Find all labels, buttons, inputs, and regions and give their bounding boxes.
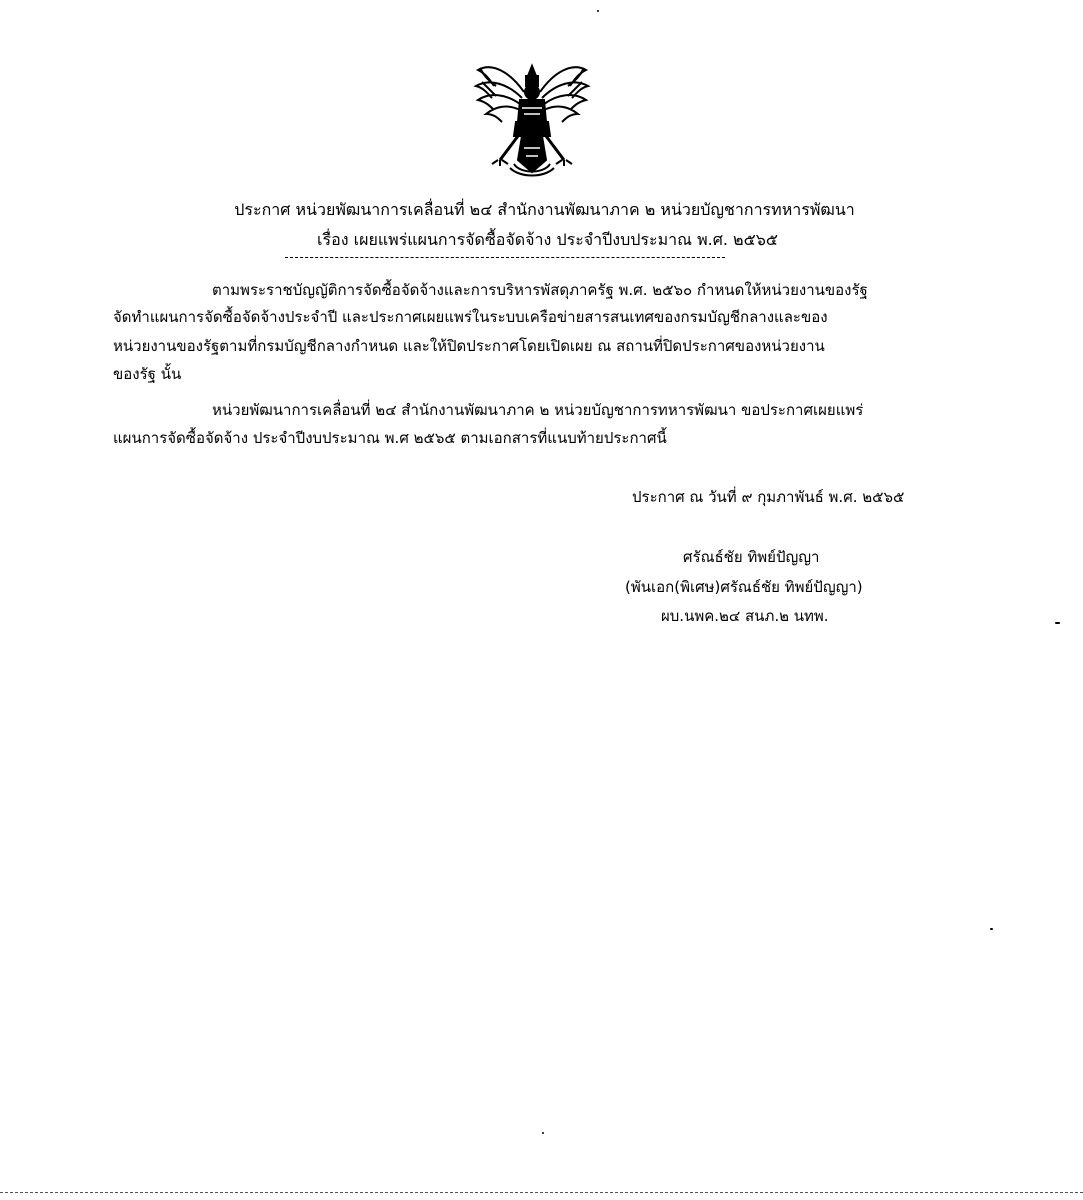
scan-speck [597, 10, 599, 12]
announcement-title: ประกาศ หน่วยพัฒนาการเคลื่อนที่ ๒๔ สำนักงานพัฒนาภาค ๒ หน่วยบัญชาการทหารพัฒนา [234, 200, 855, 219]
scan-speck [542, 1132, 544, 1134]
announcement-date: ประกาศ ณ วันที่ ๙ กุมภาพันธ์ พ.ศ. ๒๕๖๕ [632, 488, 905, 506]
announcement-subject: เรื่อง เผยแพร่แผนการจัดซื้อจัดจ้าง ประจำปีงบประมาณ พ.ศ. ๒๕๖๕ [317, 230, 778, 249]
scan-speck [990, 928, 993, 930]
paragraph-1-line-2: จัดทำแผนการจัดซื้อจัดจ้างประจำปี และประกาศเผยแพร่ในระบบเครือข่ายสารสนเทศของกรมบัญชีกลางและของ [113, 308, 828, 326]
paragraph-1-line-4: ของรัฐ นั้น [113, 365, 182, 383]
paragraph-1-line-1: ตามพระราชบัญญัติการจัดซื้อจัดจ้างและการบริหารพัสดุภาครัฐ พ.ศ. ๒๕๖๐ กำหนดให้หน่วยงานของรัฐ [212, 281, 868, 299]
signatory-position: ผบ.นพค.๒๔ สนภ.๒ นทพ. [661, 607, 829, 625]
header-divider [285, 257, 725, 258]
scan-speck [1055, 622, 1060, 624]
paragraph-2-line-1: หน่วยพัฒนาการเคลื่อนที่ ๒๔ สำนักงานพัฒนาภาค ๒ หน่วยบัญชาการทหารพัฒนา ขอประกาศเผยแพร่ [212, 401, 864, 419]
signatory-full-name: (พันเอก(พิเศษ)ศรัณธ์ชัย ทิพย์ปัญญา) [625, 578, 863, 596]
paragraph-1-line-3: หน่วยงานของรัฐตามที่กรมบัญชีกลางกำหนด และให้ปิดประกาศโดยเปิดเผย ณ สถานที่ปิดประกาศของหน่วยงาน [113, 337, 825, 355]
garuda-emblem-icon [470, 52, 594, 180]
scan-edge-line [0, 1192, 1083, 1193]
signature-name: ศรัณธ์ชัย ทิพย์ปัญญา [683, 548, 820, 566]
paragraph-2-line-2: แผนการจัดซื้อจัดจ้าง ประจำปีงบประมาณ พ.ศ ๒๕๖๕ ตามเอกสารที่แนบท้ายประกาศนี้ [113, 429, 667, 447]
